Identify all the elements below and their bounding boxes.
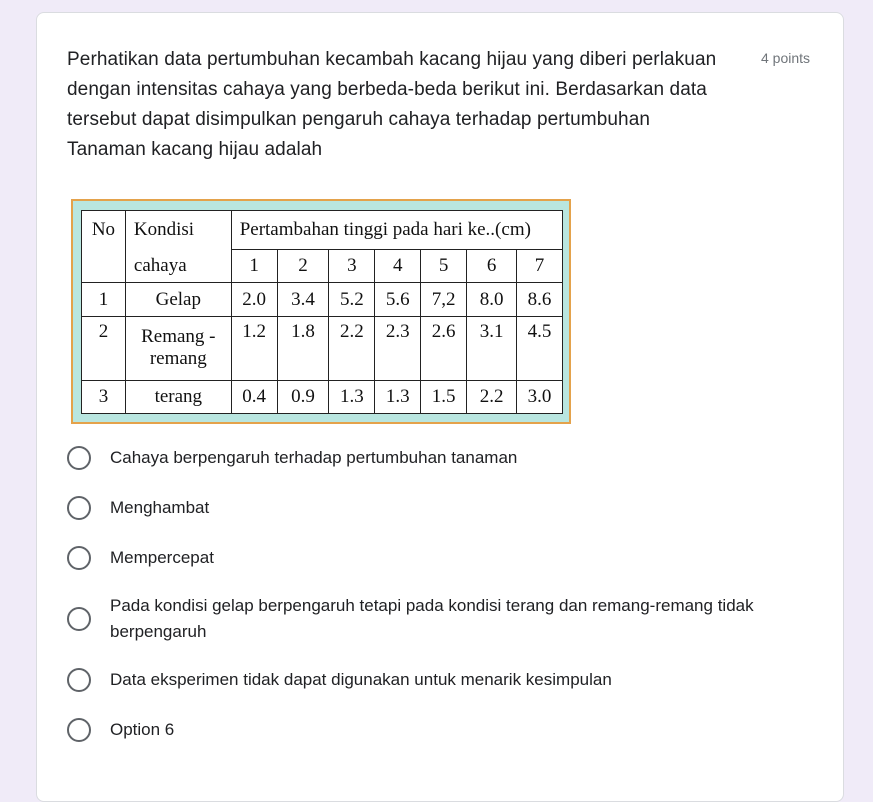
cell-value: 1.8: [277, 316, 329, 380]
day-header: 2: [277, 250, 329, 283]
cell-value: 7,2: [421, 283, 467, 316]
cell-value: 3.4: [277, 283, 329, 316]
option-6[interactable]: [67, 705, 807, 755]
cell-value: 3.1: [467, 316, 517, 380]
cell-value: 2.2: [467, 380, 517, 413]
header-growth: Pertambahan tinggi pada hari ke..(cm): [231, 211, 562, 250]
row-no: 1: [82, 283, 126, 316]
option-label: Data eksperimen tidak dapat digunakan untuk menarik kesimpulan: [110, 670, 612, 689]
radio-button-icon[interactable]: [67, 668, 91, 692]
radio-button-icon[interactable]: [67, 718, 91, 742]
header-no: No: [82, 211, 126, 250]
row-no: 2: [82, 316, 126, 380]
question-title: [67, 45, 757, 165]
cell-value: 2.2: [329, 316, 375, 380]
option-1[interactable]: [67, 433, 807, 483]
row-no: 3: [82, 380, 126, 413]
option-5[interactable]: [67, 655, 807, 705]
table-row: [82, 316, 563, 380]
row-kondisi: [125, 316, 231, 380]
day-header: 4: [375, 250, 421, 283]
cell-value: 2.3: [375, 316, 421, 380]
row-kondisi: Gelap: [125, 283, 231, 316]
cell-value: 0.4: [231, 380, 277, 413]
radio-button-icon[interactable]: [67, 607, 91, 631]
header-kondisi-cont: cahaya: [125, 250, 231, 283]
option-label: Menghambat: [110, 498, 210, 517]
option-3[interactable]: [67, 533, 807, 583]
radio-button-icon[interactable]: [67, 496, 91, 520]
cell-value: 1.3: [375, 380, 421, 413]
question-line: Perhatikan data pertumbuhan kecambah kacang hijau yang diberi perlakuan: [67, 49, 717, 70]
cell-value: 4.5: [517, 316, 563, 380]
option-label: Pada kondisi gelap berpengaruh tetapi pada kondisi terang dan remang-remang tidak berpengaruh: [110, 596, 754, 641]
cell-value: 2.0: [231, 283, 277, 316]
day-header: 7: [517, 250, 563, 283]
cell-value: 1.2: [231, 316, 277, 380]
cell-value: 8.0: [467, 283, 517, 316]
question-card: [36, 12, 844, 802]
answer-options: [67, 433, 807, 755]
row-kondisi-line: Remang -: [141, 326, 216, 348]
growth-data-table: [81, 210, 563, 414]
table-row: [82, 283, 563, 316]
day-header: 6: [467, 250, 517, 283]
question-line: Tanaman kacang hijau adalah: [67, 139, 323, 160]
option-2[interactable]: [67, 483, 807, 533]
header-no-cont: [82, 250, 126, 283]
radio-button-icon[interactable]: [67, 546, 91, 570]
day-header: 5: [421, 250, 467, 283]
option-label: Cahaya berpengaruh terhadap pertumbuhan tanaman: [110, 448, 518, 467]
question-line: tersebut dapat disimpulkan pengaruh cahaya terhadap pertumbuhan: [67, 109, 651, 130]
cell-value: 5.2: [329, 283, 375, 316]
cell-value: 8.6: [517, 283, 563, 316]
radio-button-icon[interactable]: [67, 446, 91, 470]
table-row: [82, 380, 563, 413]
row-kondisi: terang: [125, 380, 231, 413]
question-image: [71, 199, 571, 424]
cell-value: 1.3: [329, 380, 375, 413]
cell-value: 0.9: [277, 380, 329, 413]
option-4[interactable]: [67, 583, 807, 655]
cell-value: 1.5: [421, 380, 467, 413]
points-label: 4 points: [761, 50, 811, 66]
cell-value: 5.6: [375, 283, 421, 316]
day-header: 3: [329, 250, 375, 283]
option-label: Mempercepat: [110, 548, 214, 567]
cell-value: 2.6: [421, 316, 467, 380]
day-header: 1: [231, 250, 277, 283]
option-label: Option 6: [110, 720, 175, 739]
question-line: dengan intensitas cahaya yang berbeda-beda berikut ini. Berdasarkan data: [67, 79, 707, 100]
row-kondisi-line: remang: [149, 348, 207, 370]
cell-value: 3.0: [517, 380, 563, 413]
header-kondisi: Kondisi: [125, 211, 231, 250]
